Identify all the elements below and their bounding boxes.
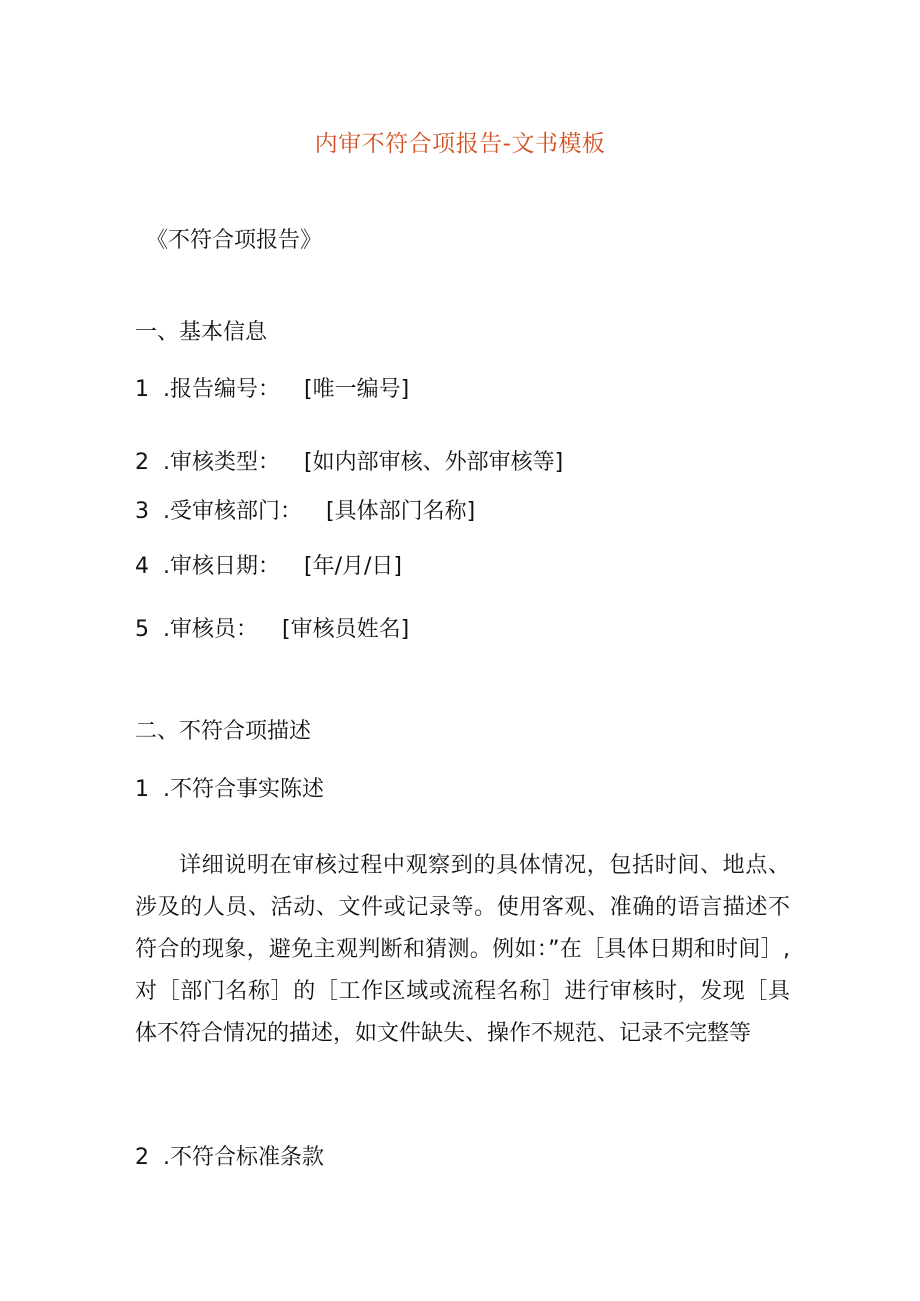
field-audit-type xyxy=(135,448,563,478)
field-number: 5 xyxy=(135,617,149,642)
field-label: .报告编号： xyxy=(163,377,280,402)
field-value: [具体部门名称] xyxy=(326,499,476,524)
field-report-number xyxy=(135,375,409,405)
field-label: .审核员： xyxy=(163,617,258,642)
field-number: 2 xyxy=(135,450,149,475)
field-audit-date xyxy=(135,552,402,582)
field-number: 3 xyxy=(135,499,149,524)
section-nonconformity-heading: 二、不符合项描述 xyxy=(135,719,312,744)
field-value: [年/月/日] xyxy=(304,554,402,579)
report-heading: 《不符合项报告》 xyxy=(146,228,323,253)
field-label: .审核类型： xyxy=(163,450,280,475)
subsection-standard-clause xyxy=(135,1143,324,1173)
subsection-number: 1 xyxy=(135,777,149,802)
field-value: [如内部审核、外部审核等] xyxy=(304,450,564,475)
subsection-fact-statement xyxy=(135,775,324,805)
fact-statement-paragraph: 详细说明在审核过程中观察到的具体情况，包括时间、地点、涉及的人员、活动、文件或记录等。使用客观、准确的语言描述不符合的现象，避免主观判断和猜测。例如：”在［具体日期和时间］,对［部门名称］的［工作区域或流程名称］进行审核时，发现［具体不符合情况的描述，如文件缺失、操作不规范、记录不完整等 xyxy=(135,853,790,1046)
field-number: 4 xyxy=(135,554,149,579)
subsection-label: .不符合事实陈述 xyxy=(163,777,324,802)
subsection-number: 2 xyxy=(135,1145,149,1170)
field-label: .受审核部门： xyxy=(163,499,302,524)
field-value: [审核员姓名] xyxy=(282,617,410,642)
section-basic-info-heading: 一、基本信息 xyxy=(135,320,268,345)
field-auditor xyxy=(135,615,409,645)
subsection-label: .不符合标准条款 xyxy=(163,1145,324,1170)
field-audited-department xyxy=(135,497,475,527)
field-value: [唯一编号] xyxy=(304,377,410,402)
document-title: 内审不符合项报告-文书模板 xyxy=(314,131,606,157)
field-number: 1 xyxy=(135,377,149,402)
field-label: .审核日期： xyxy=(163,554,280,579)
